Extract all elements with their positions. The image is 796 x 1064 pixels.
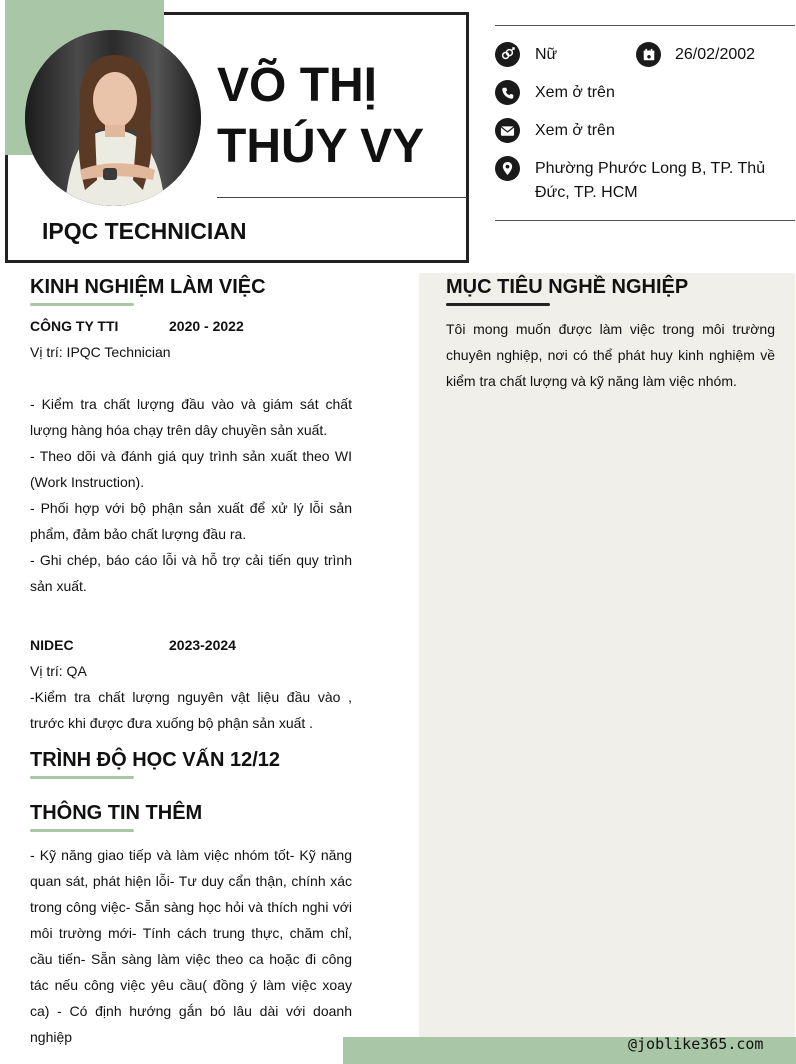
experience-underline [30,303,134,306]
experience-title: KINH NGHIỆM LÀM VIỆC [30,276,266,298]
address-line-2: Đức, TP. HCM [535,184,638,201]
contact-divider-bottom [495,220,795,221]
address-line-1: Phường Phước Long B, TP. Thủ [535,160,766,177]
job-2-duty: -Kiểm tra chất lượng nguyên vật liệu đầu vào , trước khi được đưa xuống bộ phận sản xuất . [30,689,352,731]
extra-info-title: THÔNG TIN THÊM [30,802,203,824]
email-value: Xem ở trên [535,122,615,139]
objective-underline [446,303,550,306]
education-title: TRÌNH ĐỘ HỌC VẤN 12/12 [30,749,281,771]
job-1-period: 2020 - 2022 [169,318,244,334]
job-2-period: 2023-2024 [169,637,236,653]
job-1-position: Vị trí: IPQC Technician [30,344,171,360]
extra-info-text: - Kỹ năng giao tiếp và làm việc nhóm tốt- Kỹ năng quan sát, phát hiện lỗi- Tư duy cẩn thận, chính xác trong công việc- Sẵn sàng học hỏi và thích nghi với môi trường mới- Tính cách trung thực, chăm chỉ, cầu tiến- Sẵn sàng làm việc theo ca hoặc đi công tác nếu công việc yêu cầu( đồng ý làm việc xoay ca) - Có định hướng gắn bó lâu dài với doanh nghiệp [30,847,352,1045]
avatar [25,30,201,206]
name-line-1: VÕ THỊ [217,59,378,112]
contact-divider-top [495,25,795,26]
phone-icon [495,80,520,105]
objective-title: MỤC TIÊU NGHỀ NGHIỆP [446,276,689,298]
full-name [217,55,424,177]
calendar-icon [636,42,661,67]
birthdate-value: 26/02/2002 [675,46,756,63]
gender-icon [495,42,520,67]
address-value [535,157,785,205]
job-1-duty: - Kiểm tra chất lượng đầu vào và giám sát chất lượng hàng hóa chạy trên dây chuyền sản xuất. [30,396,352,438]
email-icon [495,118,520,143]
job-1-company: CÔNG TY TTI [30,318,119,334]
job-1-duty: - Ghi chép, báo cáo lỗi và hỗ trợ cải tiến quy trình sản xuất. [30,552,352,594]
watermark: @joblike365.com [628,1035,764,1053]
location-icon [495,156,520,181]
job-1-duty: - Phối hợp với bộ phận sản xuất để xử lý lỗi sản phẩm, đảm bảo chất lượng đầu ra. [30,500,352,542]
extra-info-underline [30,829,134,832]
education-underline [30,776,134,779]
phone-value: Xem ở trên [535,84,615,101]
job-2-position: Vị trí: QA [30,663,87,679]
name-line-2: THÚY VY [217,120,425,173]
job-1-duty: - Theo dõi và đánh giá quy trình sản xuất theo WI (Work Instruction). [30,448,352,490]
gender-value: Nữ [535,46,558,63]
objective-text: Tôi mong muốn được làm việc trong môi trường chuyên nghiệp, nơi có thể phát huy kinh nghiệm về kiểm tra chất lượng và kỹ năng làm việc nhóm. [446,321,775,389]
job-2-company: NIDEC [30,637,74,653]
job-title: IPQC TECHNICIAN [42,218,247,244]
name-divider [217,197,467,198]
